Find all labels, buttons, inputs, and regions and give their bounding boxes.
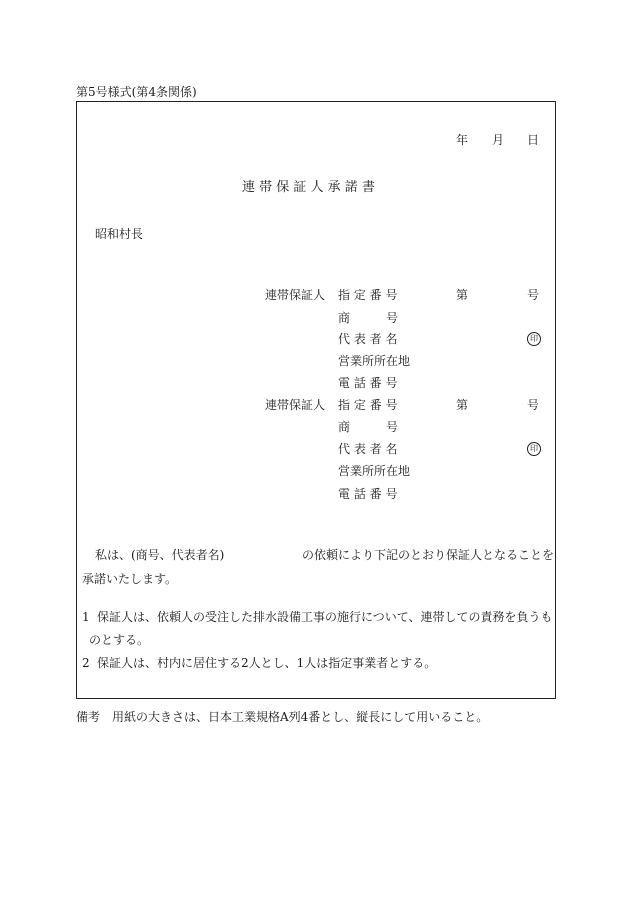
field-trade-name: 商 号 (338, 420, 399, 434)
field-trade-name: 商 号 (338, 311, 399, 325)
guarantor-label: 連帯保証人 (265, 398, 326, 412)
field-representative: 代 表 者 名 (338, 442, 398, 456)
clause-text-continued: のとする。 (89, 633, 150, 647)
statement-part2: の依頼により下記のとおり保証人となることを (302, 548, 555, 562)
seal-mark: 印 (527, 332, 541, 346)
clause-number: 1 (82, 610, 90, 624)
document-title: 連 帯 保 証 人 承 諾 書 (242, 180, 375, 195)
number-suffix: 号 (527, 288, 540, 302)
clause-number: 2 (82, 656, 90, 670)
field-office-address: 営業所所在地 (338, 354, 411, 368)
field-phone: 電 話 番 号 (338, 376, 398, 390)
addressee: 昭和村長 (95, 227, 144, 241)
form-number: 第5号様式(第4条関係) (76, 85, 197, 99)
date-month: 月 (492, 133, 505, 147)
date-year: 年 (456, 133, 469, 147)
clause-text: 保証人は、依頼人の受注した排水設備工事の施行について、連帯しての責務を負うも (97, 610, 553, 624)
field-office-address: 営業所所在地 (338, 464, 411, 478)
statement-part3: 承諾いたします。 (82, 572, 178, 586)
seal-mark: 印 (527, 442, 541, 456)
field-designation-number: 指 定 番 号 (338, 398, 398, 412)
field-representative: 代 表 者 名 (338, 332, 398, 346)
clause-text: 保証人は、村内に居住する2人とし、1人は指定事業者とする。 (97, 656, 437, 670)
field-phone: 電 話 番 号 (338, 487, 398, 501)
date-day: 日 (527, 133, 540, 147)
number-suffix: 号 (527, 398, 540, 412)
number-prefix: 第 (456, 288, 469, 302)
number-prefix: 第 (456, 398, 469, 412)
guarantor-label: 連帯保証人 (265, 288, 326, 302)
statement-part1: 私は、(商号、代表者名) (95, 548, 225, 562)
field-designation-number: 指 定 番 号 (338, 288, 398, 302)
remarks-note: 備考 用紙の大きさは、日本工業規格A列4番とし、縦長にして用いること。 (76, 710, 489, 724)
